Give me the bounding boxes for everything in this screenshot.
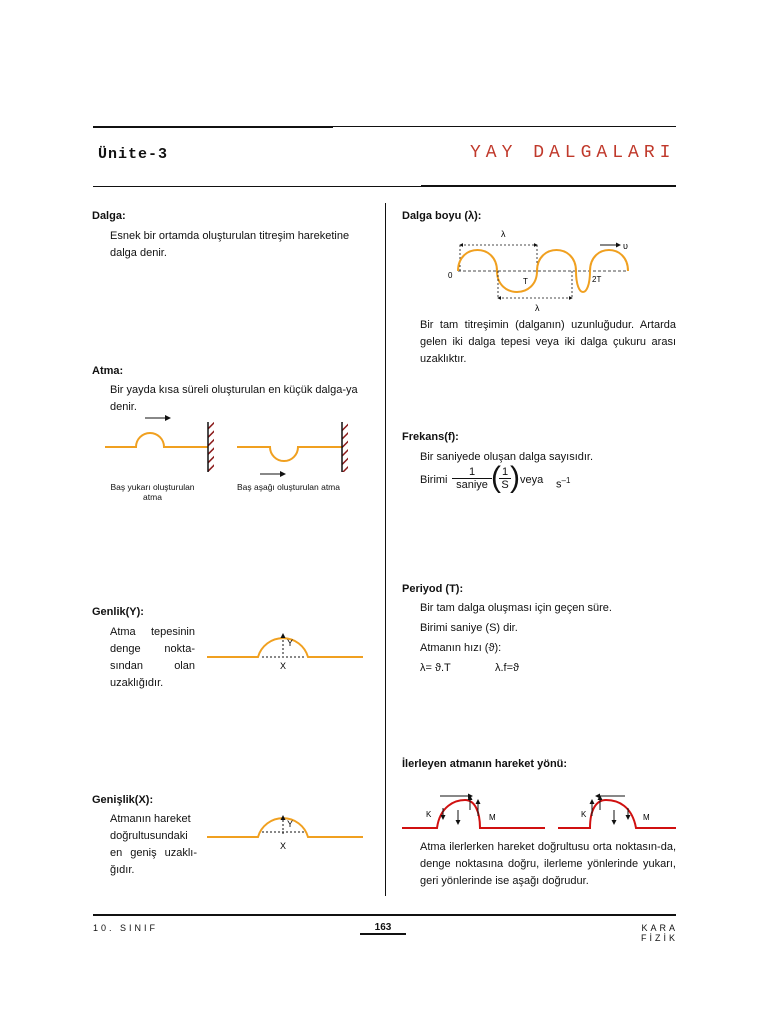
genlik-line-1: Atma tepesinin	[110, 626, 195, 638]
fraction2-num: 1	[501, 466, 509, 478]
frekans-heading: Frekans(f):	[402, 431, 459, 443]
dalga-heading: Dalga:	[92, 210, 126, 222]
lambda-bottom: λ	[535, 303, 540, 313]
genislik-line-3: en geniş uzaklı-	[110, 847, 197, 859]
pulse-forward	[402, 796, 545, 828]
ilerleyen-text: Atma ilerlerken hareket doğrultusu orta noktasın-da, denge noktasına doğru, ilerleme yönlerinde yukarı, geri yönlerinde ise aşağı doğrudur.	[420, 841, 676, 887]
genislik-y-label: Y	[287, 819, 294, 829]
genlik-x-label: X	[280, 661, 287, 671]
paren-right: )	[510, 461, 520, 494]
periyod-line-3: Atmanın hızı (ϑ):	[420, 642, 502, 654]
fraction2-den: S	[499, 478, 511, 491]
si-exp: –1	[561, 476, 571, 485]
pulse-backward	[558, 796, 676, 828]
periyod-formula-1: λ= ϑ.T	[420, 662, 451, 674]
header-rule-top-thin	[333, 126, 676, 127]
genislik-line-1: Atmanın hareket	[110, 813, 191, 825]
wave-t: T	[523, 277, 528, 286]
periyod-line-1: Bir tam dalga oluşması için geçen süre.	[420, 602, 612, 614]
fraction-den: saniye	[452, 478, 492, 491]
unit-label: Ünite-3	[98, 146, 169, 163]
frekans-fraction	[452, 466, 492, 491]
footer-rule	[93, 914, 676, 916]
ilerleyen-heading: İlerleyen atmanın hareket yönü:	[402, 758, 568, 770]
pulse1-m: M	[489, 813, 496, 822]
footer-grade: 10. SINIF	[93, 923, 159, 933]
footer-brand: KARA FİZİK	[641, 923, 678, 943]
frekans-si	[556, 472, 570, 494]
pulse2-k: K	[581, 810, 587, 819]
lambda-top: λ	[501, 229, 506, 239]
dalgaboyu-heading: Dalga boyu (λ):	[402, 210, 482, 222]
genlik-y-label: Y	[287, 638, 294, 648]
caption-up: Baş yukarı oluşturulan atma	[110, 482, 195, 502]
frekans-text: Bir saniyede oluşan dalga sayısıdır.	[420, 451, 594, 463]
pulse2-m: M	[643, 813, 650, 822]
header-rule-bottom	[421, 185, 676, 187]
genislik-x-label: X	[280, 841, 287, 851]
genlik-heading: Genlik(Y):	[92, 606, 144, 618]
genlik-line-2: denge nokta-	[110, 643, 195, 655]
atma-heading: Atma:	[92, 365, 124, 377]
page-title: YAY DALGALARI	[470, 143, 676, 163]
periyod-line-2: Birimi saniye (S) dir.	[420, 622, 518, 634]
paren-left: (	[491, 461, 501, 494]
pulse-down	[237, 422, 348, 474]
genislik-heading: Genişlik(X):	[92, 794, 154, 806]
frekans-unit-label: Birimi	[420, 474, 448, 486]
column-divider	[385, 203, 386, 896]
genislik-diagram	[205, 810, 365, 855]
periyod-heading: Periyod (T):	[402, 583, 464, 595]
genlik-line-3: sından olan	[110, 660, 195, 672]
genislik-line-2: doğrultusundaki	[110, 830, 188, 842]
frekans-veya: veya	[520, 474, 544, 486]
footer-page-number: 163	[360, 922, 406, 935]
header-rule-bottom-thin	[93, 186, 421, 187]
header-rule-top	[93, 126, 333, 128]
genlik-line-4: uzaklığıdır.	[110, 677, 164, 689]
atma-diagrams	[90, 410, 375, 480]
si-base: s	[556, 478, 562, 491]
dalga-text: Esnek bir ortamda oluşturulan titreşim hareketine dalga denir.	[110, 230, 350, 259]
genislik-line-4: ğıdır.	[110, 864, 135, 876]
caption-down: Baş aşağı oluşturulan atma	[236, 482, 340, 492]
periyod-formula-2: λ.f=ϑ	[495, 662, 520, 674]
wave-diagram	[440, 225, 640, 317]
traveling-pulse-diagrams	[400, 786, 678, 832]
genlik-diagram	[205, 624, 365, 674]
atma-text: Bir yayda kısa süreli oluşturulan en küçük dalga-ya denir.	[110, 384, 358, 413]
pulse1-k: K	[426, 810, 432, 819]
pulse-up	[105, 418, 214, 472]
fraction-num: 1	[468, 466, 476, 478]
wave-zero: 0	[448, 271, 453, 280]
dalgaboyu-text: Bir tam titreşimin (dalganın) uzunluğudur. Artarda gelen iki dalga tepesi veya iki dalga çukuru arası uzaklıktır.	[420, 319, 676, 365]
wave-velocity: υ	[623, 241, 628, 251]
wave-2t: 2T	[592, 275, 602, 284]
